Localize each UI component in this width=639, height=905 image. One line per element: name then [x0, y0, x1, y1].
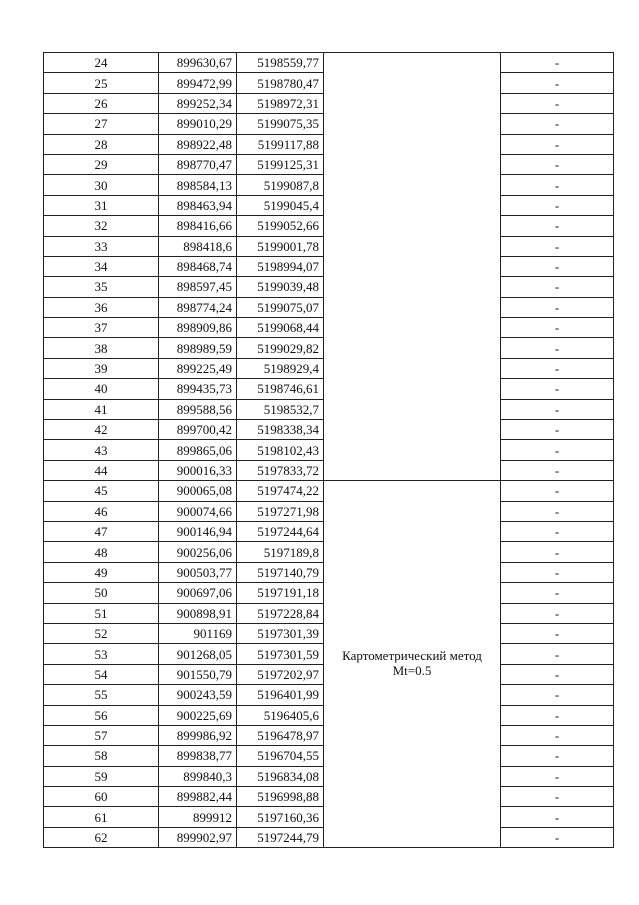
y-coordinate-cell: 5197140,79: [237, 562, 324, 582]
error-value-cell: -: [501, 521, 614, 541]
error-value-cell: -: [501, 53, 614, 73]
error-value-cell: -: [501, 358, 614, 378]
x-coordinate-cell: 898909,86: [159, 318, 237, 338]
point-number-cell: 45: [44, 481, 159, 501]
point-number-cell: 50: [44, 583, 159, 603]
x-coordinate-cell: 899902,97: [159, 827, 237, 847]
method-cell: [324, 481, 501, 848]
x-coordinate-cell: 898770,47: [159, 154, 237, 174]
error-value-cell: -: [501, 460, 614, 480]
y-coordinate-cell: 5198559,77: [237, 53, 324, 73]
x-coordinate-cell: 899435,73: [159, 379, 237, 399]
y-coordinate-cell: 5199052,66: [237, 216, 324, 236]
y-coordinate-cell: 5197202,97: [237, 664, 324, 684]
point-number-cell: 44: [44, 460, 159, 480]
error-value-cell: -: [501, 236, 614, 256]
y-coordinate-cell: 5196478,97: [237, 725, 324, 745]
x-coordinate-cell: 898774,24: [159, 297, 237, 317]
error-value-cell: -: [501, 481, 614, 501]
error-value-cell: -: [501, 399, 614, 419]
x-coordinate-cell: 899630,67: [159, 53, 237, 73]
y-coordinate-cell: 5197301,59: [237, 644, 324, 664]
point-number-cell: 41: [44, 399, 159, 419]
point-number-cell: 51: [44, 603, 159, 623]
y-coordinate-cell: 5199029,82: [237, 338, 324, 358]
error-value-cell: -: [501, 644, 614, 664]
point-number-cell: 30: [44, 175, 159, 195]
point-number-cell: 46: [44, 501, 159, 521]
point-number-cell: 36: [44, 297, 159, 317]
y-coordinate-cell: 5199087,8: [237, 175, 324, 195]
error-value-cell: -: [501, 318, 614, 338]
y-coordinate-cell: 5199075,35: [237, 114, 324, 134]
x-coordinate-cell: 900697,06: [159, 583, 237, 603]
x-coordinate-cell: 899838,77: [159, 746, 237, 766]
error-value-cell: -: [501, 583, 614, 603]
point-number-cell: 31: [44, 195, 159, 215]
y-coordinate-cell: 5198929,4: [237, 358, 324, 378]
point-number-cell: 58: [44, 746, 159, 766]
x-coordinate-cell: 901169: [159, 623, 237, 643]
y-coordinate-cell: 5198994,07: [237, 256, 324, 276]
point-number-cell: 53: [44, 644, 159, 664]
error-value-cell: -: [501, 705, 614, 725]
y-coordinate-cell: 5197833,72: [237, 460, 324, 480]
x-coordinate-cell: 899912: [159, 807, 237, 827]
error-value-cell: -: [501, 338, 614, 358]
point-number-cell: 49: [44, 562, 159, 582]
point-number-cell: 59: [44, 766, 159, 786]
y-coordinate-cell: 5198532,7: [237, 399, 324, 419]
x-coordinate-cell: 900016,33: [159, 460, 237, 480]
error-value-cell: -: [501, 256, 614, 276]
point-number-cell: 27: [44, 114, 159, 134]
x-coordinate-cell: 900146,94: [159, 521, 237, 541]
error-value-cell: -: [501, 195, 614, 215]
x-coordinate-cell: 898463,94: [159, 195, 237, 215]
x-coordinate-cell: 899252,34: [159, 93, 237, 113]
error-value-cell: -: [501, 685, 614, 705]
y-coordinate-cell: 5198746,61: [237, 379, 324, 399]
x-coordinate-cell: 900065,08: [159, 481, 237, 501]
method-name: Картометрический метод: [342, 648, 482, 664]
point-number-cell: 61: [44, 807, 159, 827]
point-number-cell: 35: [44, 277, 159, 297]
error-value-cell: -: [501, 154, 614, 174]
x-coordinate-cell: 899986,92: [159, 725, 237, 745]
y-coordinate-cell: 5198780,47: [237, 73, 324, 93]
point-number-cell: 32: [44, 216, 159, 236]
x-coordinate-cell: 899588,56: [159, 399, 237, 419]
x-coordinate-cell: 901268,05: [159, 644, 237, 664]
point-number-cell: 34: [44, 256, 159, 276]
y-coordinate-cell: 5197301,39: [237, 623, 324, 643]
method-accuracy: Mt=0.5: [392, 663, 432, 679]
x-coordinate-cell: 900898,91: [159, 603, 237, 623]
y-coordinate-cell: 5196405,6: [237, 705, 324, 725]
error-value-cell: -: [501, 827, 614, 847]
x-coordinate-cell: 899472,99: [159, 73, 237, 93]
error-value-cell: -: [501, 379, 614, 399]
error-value-cell: -: [501, 93, 614, 113]
point-number-cell: 52: [44, 623, 159, 643]
x-coordinate-cell: 898416,66: [159, 216, 237, 236]
y-coordinate-cell: 5198102,43: [237, 440, 324, 460]
point-number-cell: 26: [44, 93, 159, 113]
error-value-cell: -: [501, 297, 614, 317]
point-number-cell: 39: [44, 358, 159, 378]
table-row: [44, 481, 614, 501]
error-value-cell: -: [501, 216, 614, 236]
y-coordinate-cell: 5197474,22: [237, 481, 324, 501]
x-coordinate-cell: 898989,59: [159, 338, 237, 358]
y-coordinate-cell: 5197244,79: [237, 827, 324, 847]
error-value-cell: -: [501, 542, 614, 562]
y-coordinate-cell: 5196704,55: [237, 746, 324, 766]
y-coordinate-cell: 5199039,48: [237, 277, 324, 297]
point-number-cell: 60: [44, 787, 159, 807]
x-coordinate-cell: 900256,06: [159, 542, 237, 562]
y-coordinate-cell: 5197160,36: [237, 807, 324, 827]
point-number-cell: 62: [44, 827, 159, 847]
error-value-cell: -: [501, 562, 614, 582]
error-value-cell: -: [501, 766, 614, 786]
point-number-cell: 56: [44, 705, 159, 725]
x-coordinate-cell: 898922,48: [159, 134, 237, 154]
x-coordinate-cell: 898418,6: [159, 236, 237, 256]
y-coordinate-cell: 5199001,78: [237, 236, 324, 256]
y-coordinate-cell: 5197189,8: [237, 542, 324, 562]
error-value-cell: -: [501, 73, 614, 93]
error-value-cell: -: [501, 440, 614, 460]
error-value-cell: -: [501, 664, 614, 684]
point-number-cell: 24: [44, 53, 159, 73]
y-coordinate-cell: 5197271,98: [237, 501, 324, 521]
x-coordinate-cell: 901550,79: [159, 664, 237, 684]
x-coordinate-cell: 899840,3: [159, 766, 237, 786]
point-number-cell: 25: [44, 73, 159, 93]
y-coordinate-cell: 5197191,18: [237, 583, 324, 603]
y-coordinate-cell: 5199117,88: [237, 134, 324, 154]
x-coordinate-cell: 899700,42: [159, 420, 237, 440]
y-coordinate-cell: 5199068,44: [237, 318, 324, 338]
x-coordinate-cell: 900225,69: [159, 705, 237, 725]
x-coordinate-cell: 900074,66: [159, 501, 237, 521]
y-coordinate-cell: 5199125,31: [237, 154, 324, 174]
error-value-cell: -: [501, 277, 614, 297]
y-coordinate-cell: 5197228,84: [237, 603, 324, 623]
y-coordinate-cell: 5196834,08: [237, 766, 324, 786]
y-coordinate-cell: 5197244,64: [237, 521, 324, 541]
point-number-cell: 54: [44, 664, 159, 684]
error-value-cell: -: [501, 725, 614, 745]
point-number-cell: 40: [44, 379, 159, 399]
point-number-cell: 33: [44, 236, 159, 256]
x-coordinate-cell: 898584,13: [159, 175, 237, 195]
error-value-cell: -: [501, 623, 614, 643]
point-number-cell: 48: [44, 542, 159, 562]
x-coordinate-cell: 899010,29: [159, 114, 237, 134]
y-coordinate-cell: 5199045,4: [237, 195, 324, 215]
error-value-cell: -: [501, 603, 614, 623]
point-number-cell: 29: [44, 154, 159, 174]
point-number-cell: 57: [44, 725, 159, 745]
x-coordinate-cell: 898468,74: [159, 256, 237, 276]
x-coordinate-cell: 899882,44: [159, 787, 237, 807]
x-coordinate-cell: 900503,77: [159, 562, 237, 582]
point-number-cell: 38: [44, 338, 159, 358]
point-number-cell: 28: [44, 134, 159, 154]
x-coordinate-cell: 898597,45: [159, 277, 237, 297]
error-value-cell: -: [501, 746, 614, 766]
y-coordinate-cell: 5198972,31: [237, 93, 324, 113]
y-coordinate-cell: 5198338,34: [237, 420, 324, 440]
coordinates-table-body: [44, 53, 614, 848]
x-coordinate-cell: 899225,49: [159, 358, 237, 378]
coordinates-table: [43, 52, 614, 848]
point-number-cell: 37: [44, 318, 159, 338]
error-value-cell: -: [501, 175, 614, 195]
point-number-cell: 47: [44, 521, 159, 541]
y-coordinate-cell: 5196401,99: [237, 685, 324, 705]
error-value-cell: -: [501, 114, 614, 134]
error-value-cell: -: [501, 501, 614, 521]
error-value-cell: -: [501, 807, 614, 827]
x-coordinate-cell: 899865,06: [159, 440, 237, 460]
x-coordinate-cell: 900243,59: [159, 685, 237, 705]
point-number-cell: 43: [44, 440, 159, 460]
method-cell-empty: [324, 53, 501, 481]
point-number-cell: 55: [44, 685, 159, 705]
point-number-cell: 42: [44, 420, 159, 440]
y-coordinate-cell: 5196998,88: [237, 787, 324, 807]
error-value-cell: -: [501, 420, 614, 440]
table-row: [44, 53, 614, 73]
error-value-cell: -: [501, 787, 614, 807]
error-value-cell: -: [501, 134, 614, 154]
y-coordinate-cell: 5199075,07: [237, 297, 324, 317]
